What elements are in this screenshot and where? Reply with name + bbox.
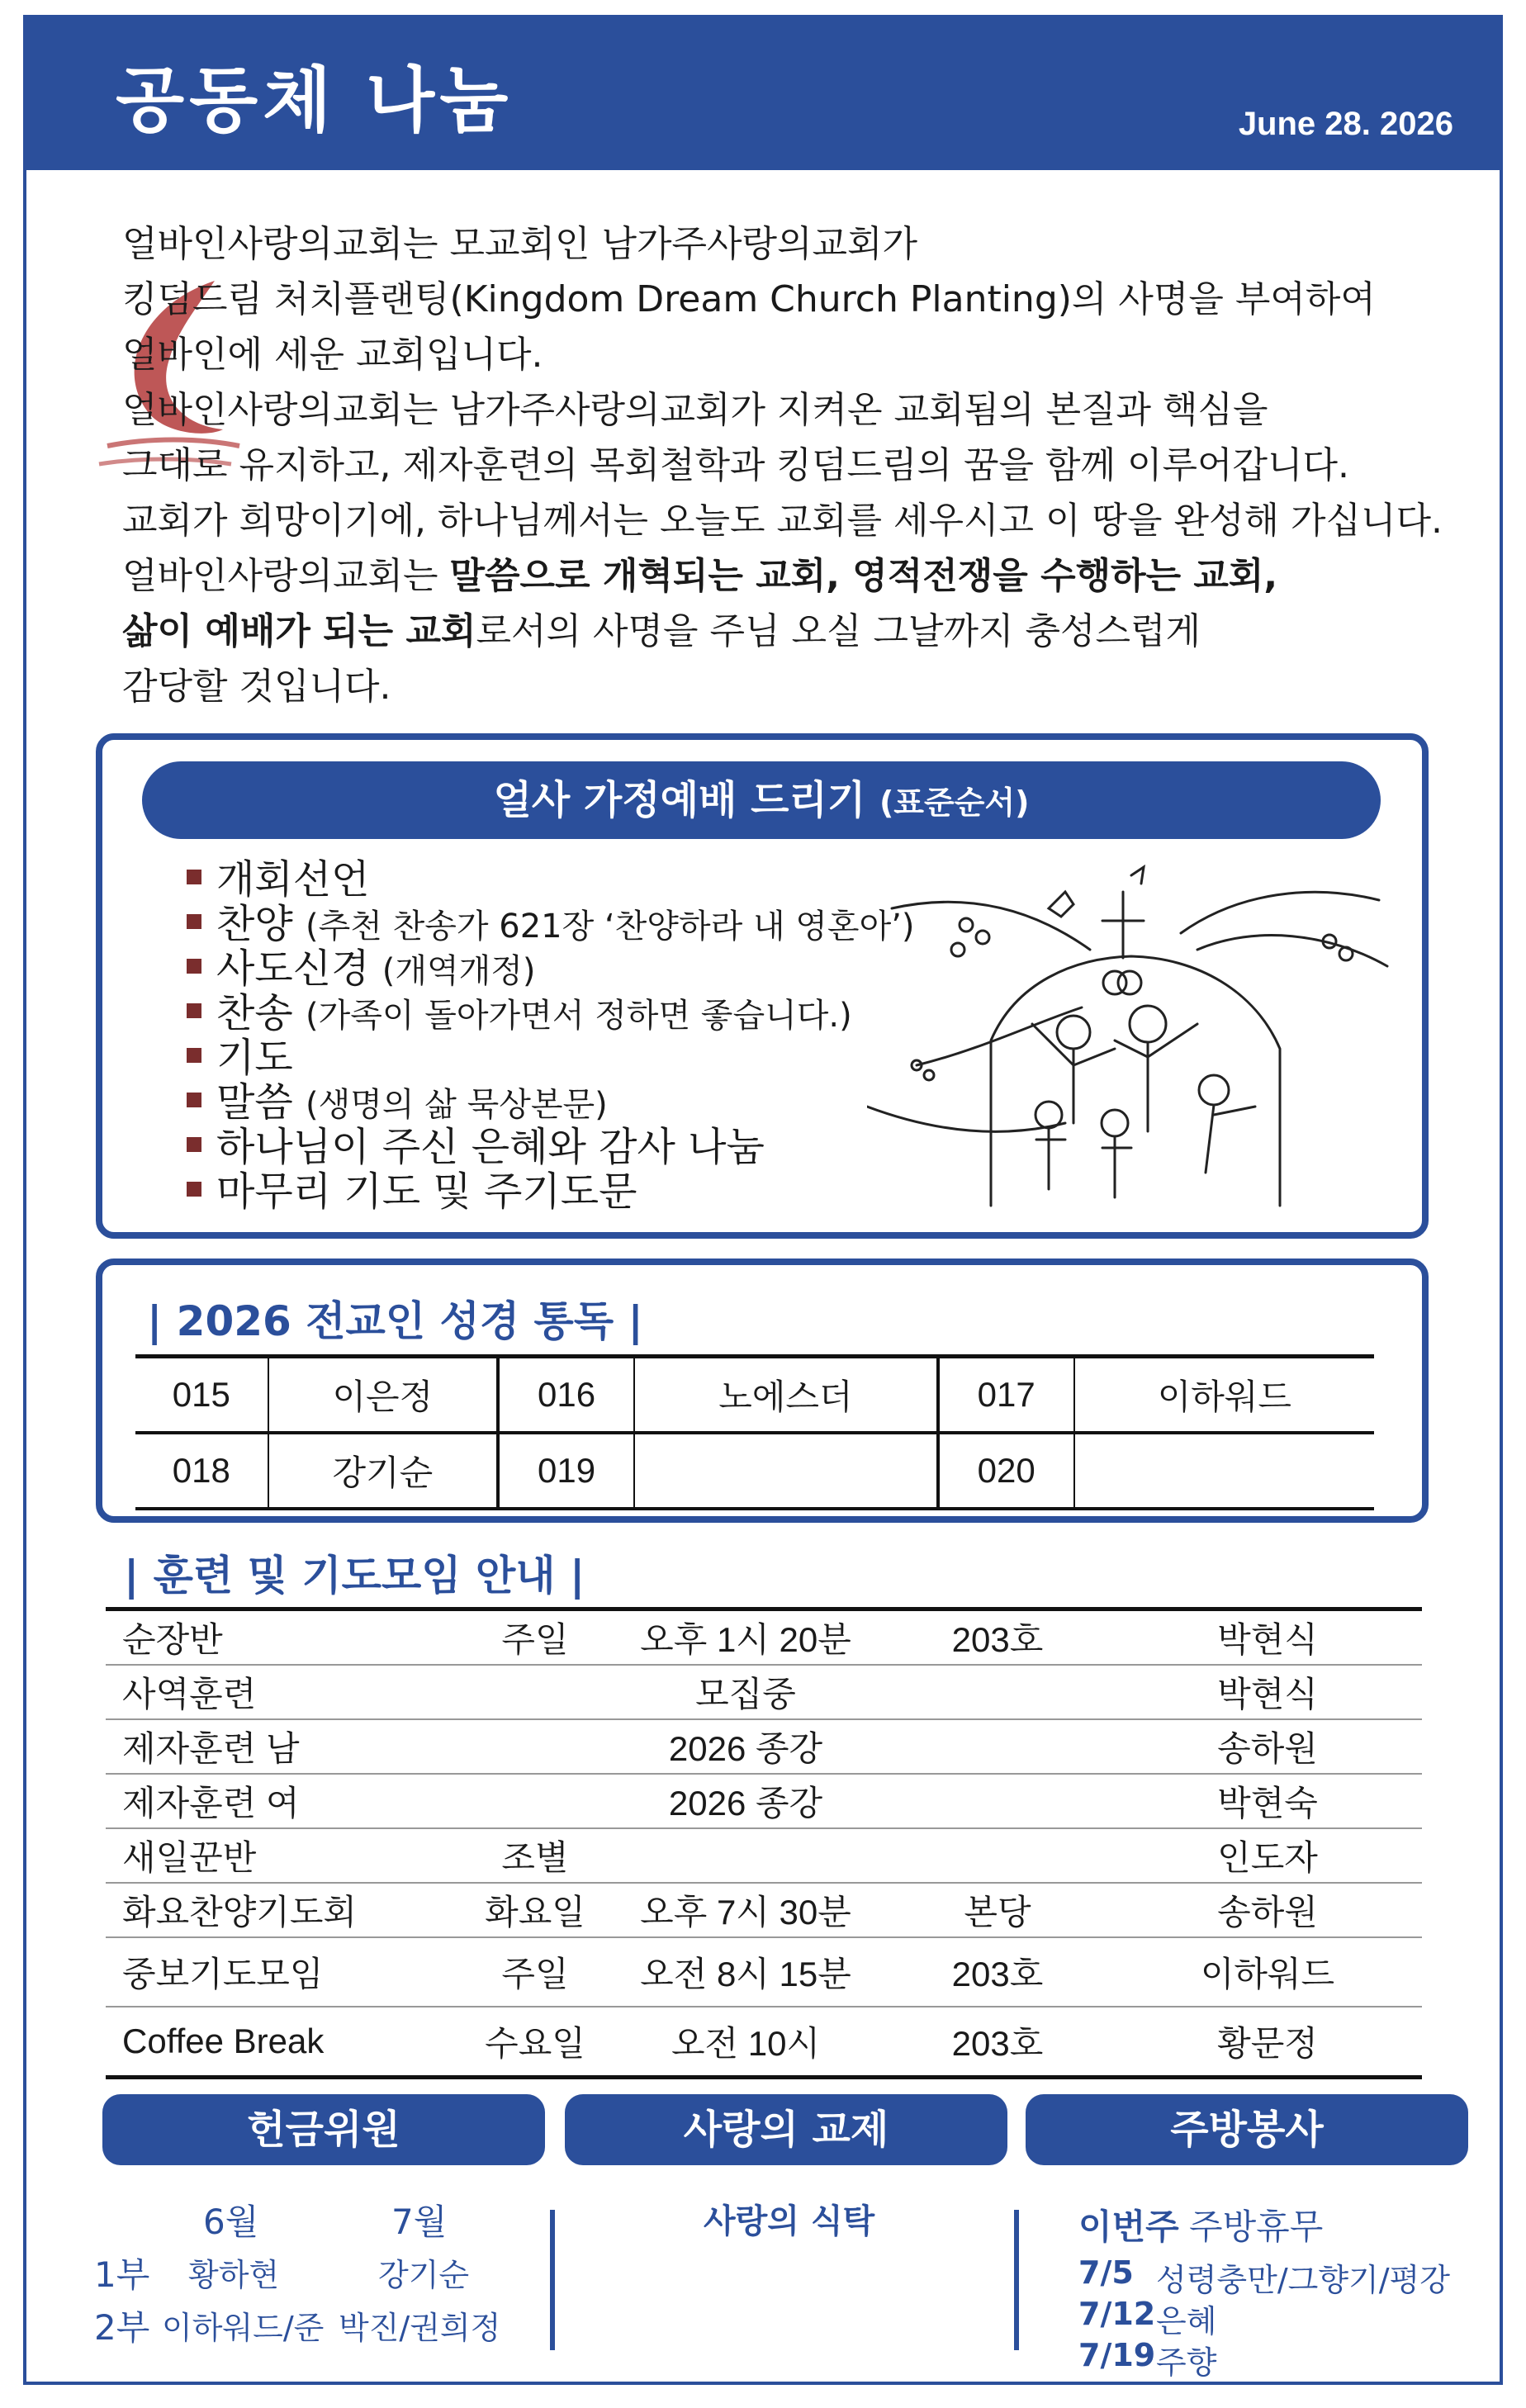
bible-reading-table [135, 1354, 1374, 1510]
intro-text: 로서의 사명을 주님 오실 그날까지 충성스럽게 [476, 610, 1201, 652]
table-cell [461, 1774, 609, 1828]
table-cell: 제자훈련 남 [106, 1719, 461, 1774]
table-cell: 오후 7시 30분 [609, 1883, 882, 1937]
list-item [187, 1169, 915, 1214]
table-row [106, 1937, 1422, 2007]
kitchen-date: 7/12 [1078, 2296, 1156, 2332]
list-item [187, 991, 915, 1036]
table-cell: 203호 [882, 2007, 1113, 2078]
worship-item-label: 사도신경 [216, 946, 370, 992]
list-item [187, 946, 915, 991]
table-cell: 주일 [461, 1937, 609, 2007]
table-cell: 노에스더 [634, 1357, 938, 1434]
kitchen-date: 7/5 [1078, 2254, 1134, 2291]
table-cell: 박현식 [1113, 1609, 1422, 1666]
table-cell: 2026 종강 [609, 1774, 882, 1828]
list-item [187, 857, 915, 902]
page-title: 공동체 나눔 [116, 59, 514, 142]
worship-item-note: (개역개정) [382, 952, 536, 990]
intro-line: 얼바인사랑의교회는 모교회인 남가주사랑의교회가 [122, 223, 918, 265]
square-bullet-icon [187, 1182, 201, 1197]
intro-line [122, 604, 1476, 659]
table-cell: 화요찬양기도회 [106, 1883, 461, 1937]
table-cell [882, 1828, 1113, 1883]
table-row [106, 1665, 1422, 1719]
family-worship-title [142, 761, 1381, 839]
bible-reading-title: | 2026 전교인 성경 통독 | [147, 1297, 643, 1345]
kitchen-team: 주향 [1156, 2344, 1217, 2381]
square-bullet-icon [187, 1093, 201, 1107]
intro-line: 교회가 희망이기에, 하나님께서는 오늘도 교회를 세우시고 이 땅을 완성해 가십니다. [122, 500, 1443, 542]
list-item [187, 1036, 915, 1080]
table-cell: 이은정 [268, 1357, 498, 1434]
square-bullet-icon [187, 914, 201, 929]
intro-line: 킹덤드림 처치플랜팅(Kingdom Dream Church Planting)의 사명을 부여하여 [122, 278, 1376, 320]
worship-item-note: (생명의 삶 묵상본문) [306, 1086, 608, 1124]
worship-item-label: 하나님이 주신 은혜와 감사 나눔 [216, 1124, 765, 1170]
table-cell: 015 [135, 1357, 268, 1434]
table-row [106, 2007, 1422, 2078]
table-cell: 수요일 [461, 2007, 609, 2078]
table-cell [882, 1665, 1113, 1719]
family-church-illustration [867, 859, 1404, 1222]
kitchen-this-week-value: 주방휴무 [1189, 2207, 1324, 2247]
table-cell: 박현식 [1113, 1665, 1422, 1719]
kitchen-this-week-label: 이번주 [1078, 2207, 1179, 2247]
training-table [106, 1607, 1422, 2079]
fellowship-tab: 사랑의 교제 [565, 2094, 1007, 2165]
worship-item-label: 찬송 [216, 990, 293, 1036]
table-row [135, 1357, 1374, 1434]
table-cell: 주일 [461, 1609, 609, 1666]
worship-item-label: 말씀 [216, 1079, 293, 1126]
fellowship-text: 사랑의 식탁 [704, 2202, 875, 2240]
table-row [135, 1433, 1374, 1509]
kitchen-team: 은혜 [1156, 2303, 1217, 2339]
worship-item-label: 개회선언 [216, 856, 370, 903]
table-cell: 새일꾼반 [106, 1828, 461, 1883]
list-item [187, 902, 915, 946]
table-cell [461, 1665, 609, 1719]
page-date: June 28. 2026 [1238, 106, 1453, 142]
kitchen-tab: 주방봉사 [1026, 2094, 1468, 2165]
table-cell: 2026 종강 [609, 1719, 882, 1774]
offering-member: 강기순 [378, 2257, 470, 2293]
offering-tab: 헌금위원 [102, 2094, 545, 2165]
kitchen-date: 7/19 [1078, 2337, 1156, 2373]
table-cell: 019 [498, 1433, 634, 1509]
table-cell: 중보기도모임 [106, 1937, 461, 2007]
table-cell: 016 [498, 1357, 634, 1434]
family-worship-title-main: 얼사 가정예배 드리기 [493, 777, 866, 823]
intro-emphasis: 말씀으로 개혁되는 교회, 영적전쟁을 수행하는 교회, [449, 555, 1278, 597]
table-cell: Coffee Break [106, 2007, 461, 2078]
table-cell: 본당 [882, 1883, 1113, 1937]
table-cell: 020 [938, 1433, 1074, 1509]
worship-item-note: (추천 찬송가 621장 ‘찬양하라 내 영혼아’) [306, 908, 915, 946]
table-cell [461, 1719, 609, 1774]
offering-service-1: 1부 [94, 2254, 150, 2295]
table-cell: 017 [938, 1357, 1074, 1434]
column-divider [550, 2210, 555, 2350]
table-row [106, 1828, 1422, 1883]
intro-line [122, 548, 1476, 604]
table-cell: 황문정 [1113, 2007, 1422, 2078]
square-bullet-icon [187, 1137, 201, 1152]
table-row [106, 1883, 1422, 1937]
square-bullet-icon [187, 959, 201, 974]
intro-text: 얼바인사랑의교회는 [122, 555, 450, 597]
intro-line: 얼바인에 세운 교회입니다. [122, 334, 543, 376]
table-cell: 강기순 [268, 1433, 498, 1509]
family-worship-title-sub: (표준순서) [879, 784, 1030, 821]
table-row [106, 1774, 1422, 1828]
table-cell [882, 1774, 1113, 1828]
worship-item-label: 찬양 [216, 901, 293, 947]
table-cell: 제자훈련 여 [106, 1774, 461, 1828]
intro-emphasis: 삶이 예배가 되는 교회 [122, 610, 476, 652]
table-cell: 203호 [882, 1937, 1113, 2007]
table-cell: 오전 8시 15분 [609, 1937, 882, 2007]
offering-member: 이하워드/준 [162, 2310, 325, 2346]
column-divider [1014, 2210, 1019, 2350]
worship-item-note: (가족이 돌아가면서 정하면 좋습니다.) [306, 997, 852, 1035]
table-cell: 박현숙 [1113, 1774, 1422, 1828]
table-row [106, 1609, 1422, 1666]
table-row [106, 1719, 1422, 1774]
list-item [187, 1125, 915, 1169]
table-cell [634, 1433, 938, 1509]
worship-item-label: 기도 [216, 1035, 293, 1081]
worship-item-label: 마무리 기도 및 주기도문 [216, 1168, 637, 1215]
table-cell: 018 [135, 1433, 268, 1509]
table-cell: 오후 1시 20분 [609, 1609, 882, 1666]
table-cell: 순장반 [106, 1609, 461, 1666]
table-cell: 인도자 [1113, 1828, 1422, 1883]
intro-line: 얼바인사랑의교회는 남가주사랑의교회가 지켜온 교회됨의 본질과 핵심을 [122, 389, 1268, 431]
offering-month-2: 7월 [391, 2202, 448, 2242]
table-cell: 이하워드 [1074, 1357, 1374, 1434]
table-cell [1074, 1433, 1374, 1509]
table-cell: 오전 10시 [609, 2007, 882, 2078]
square-bullet-icon [187, 870, 201, 884]
list-item [187, 1080, 915, 1125]
offering-service-2: 2부 [94, 2307, 150, 2348]
table-cell: 이하워드 [1113, 1937, 1422, 2007]
table-cell: 화요일 [461, 1883, 609, 1937]
table-cell [609, 1828, 882, 1883]
training-title: | 훈련 및 기도모임 안내 | [124, 1552, 585, 1600]
intro-paragraph [122, 216, 1476, 714]
intro-line: 그대로 유지하고, 제자훈련의 목회철학과 킹덤드림의 꿈을 함께 이루어갑니다. [122, 444, 1350, 486]
table-cell: 조별 [461, 1828, 609, 1883]
offering-member: 박진/권희정 [339, 2310, 501, 2346]
table-cell: 203호 [882, 1609, 1113, 1666]
table-cell: 송하원 [1113, 1719, 1422, 1774]
square-bullet-icon [187, 1003, 201, 1018]
offering-member: 황하현 [188, 2257, 280, 2293]
table-cell: 모집중 [609, 1665, 882, 1719]
square-bullet-icon [187, 1048, 201, 1063]
table-cell: 사역훈련 [106, 1665, 461, 1719]
worship-order-list [187, 857, 915, 1214]
table-cell [882, 1719, 1113, 1774]
kitchen-team: 성령충만/그향기/평강 [1156, 2262, 1450, 2298]
table-cell: 송하원 [1113, 1883, 1422, 1937]
intro-line: 감당할 것입니다. [122, 666, 391, 708]
offering-month-1: 6월 [203, 2202, 259, 2242]
